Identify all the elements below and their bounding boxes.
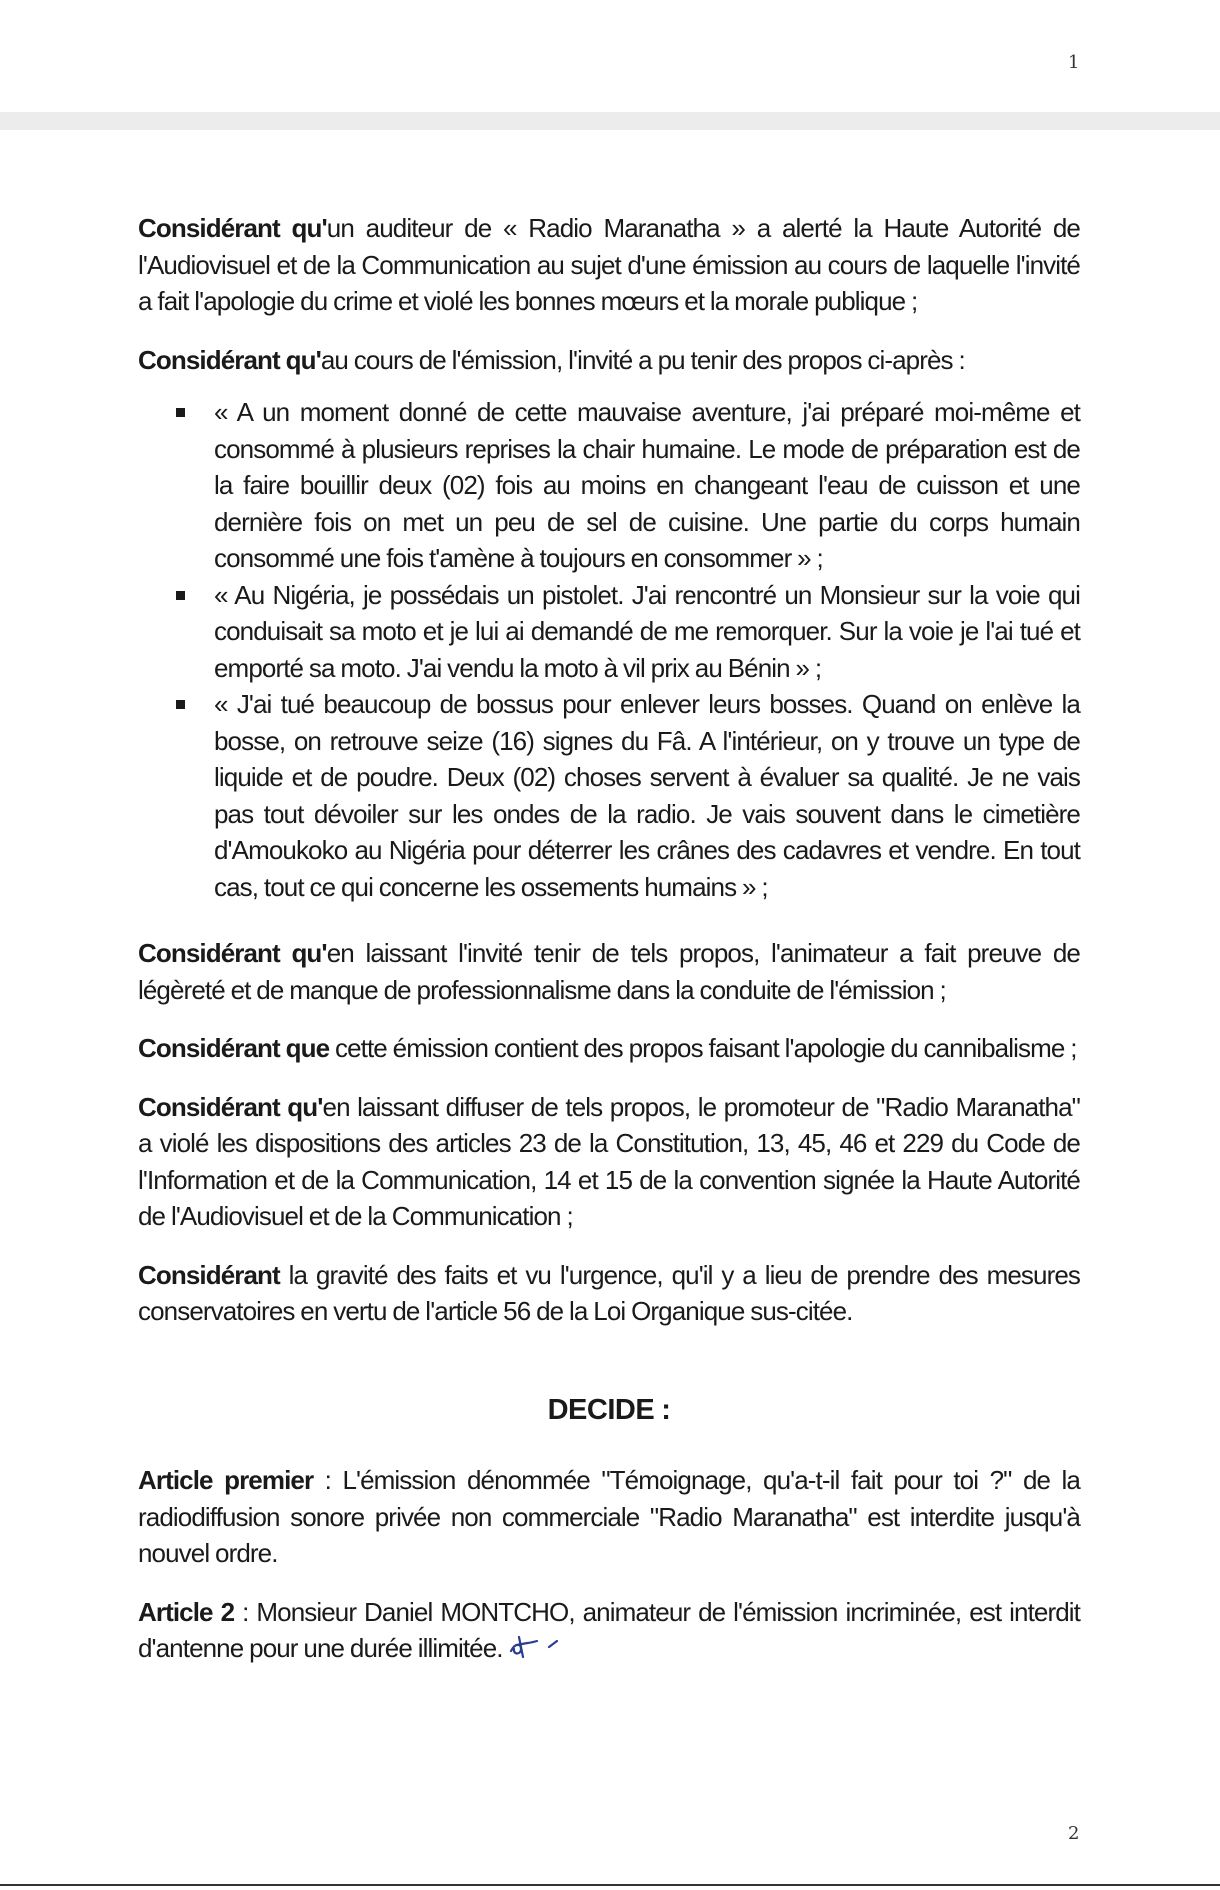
considerant-lead: Considérant: [138, 1259, 280, 1290]
bottom-rule: [0, 1884, 1220, 1886]
quote-text: « A un moment donné de cette mauvaise aventure, j'ai préparé moi-même et consommé à plusieurs reprises la chair humaine. Le mode de préparation est de la faire bouillir deux (02) fois au moins en changeant l'eau de cuisson et une dernière fois on met un peu de sel de cuisine. Une partie du corps humain consommé une fois t'amène à toujours en consommer » ;: [214, 397, 1080, 573]
page-number-top: 1: [1068, 52, 1080, 73]
square-bullet-icon: [176, 408, 185, 417]
square-bullet-icon: [176, 700, 185, 709]
considerant-paragraph: [138, 1257, 1080, 1330]
article-text: : L'émission dénommée "Témoignage, qu'a-t-il fait pour toi ?" de la radiodiffusion sonore privée non commerciale "Radio Maranatha" est interdite jusqu'à nouvel ordre.: [138, 1465, 1080, 1568]
article-lead: Article 2: [138, 1596, 235, 1627]
article-text: : Monsieur Daniel MONTCHO, animateur de l'émission incriminée, est interdit d'antenne pour une durée illimitée.: [138, 1596, 1080, 1663]
considerant-paragraph: [138, 935, 1080, 1008]
considerant-lead: Considérant qu': [138, 1091, 323, 1122]
considerant-text: en laissant l'invité tenir de tels propos, l'animateur a fait preuve de légèreté et de manque de professionnalisme dans la conduite de l'émission ;: [138, 938, 1080, 1005]
decide-heading: DECIDE :: [547, 1393, 671, 1426]
considerant-paragraph: [138, 1089, 1080, 1235]
considerant-paragraph: [138, 342, 1080, 379]
considerant-lead: Considérant qu': [138, 938, 327, 968]
considerant-text: en laissant diffuser de tels propos, le promoteur de "Radio Maranatha" a violé les dispositions des articles 23 de la Constitution, 13, 45, 46 et 229 du Code de l'Information et de la Communication, 14 et 15 de la convention signée la Haute Autorité de l'Audiovisuel et de la Communication ;: [138, 1091, 1080, 1231]
considerant-text: au cours de l'émission, l'invité a pu tenir des propos ci-après :: [320, 344, 965, 375]
considerant-lead: Considérant qu': [138, 213, 327, 243]
quote-item: [138, 686, 1080, 905]
article-paragraph: [138, 1594, 1080, 1669]
considerant-lead: Considérant qu': [138, 344, 321, 375]
square-bullet-icon: [176, 591, 185, 600]
considerant-text: la gravité des faits et vu l'urgence, qu'il y a lieu de prendre des mesures conservatoires en vertu de l'article 56 de la Loi Organique sus-citée.: [138, 1259, 1080, 1326]
considerant-paragraph: [138, 1030, 1080, 1067]
quote-item: [138, 577, 1080, 687]
quotes-list: [138, 394, 1080, 905]
considerant-paragraph: [138, 210, 1080, 320]
considerant-lead: Considérant que: [138, 1033, 330, 1063]
scan-band: [0, 112, 1220, 130]
handwritten-initials-icon: [505, 1631, 563, 1669]
article-lead: Article premier: [138, 1465, 314, 1495]
page-number-bottom: 2: [1068, 1823, 1080, 1844]
considerant-text: cette émission contient des propos faisant l'apologie du cannibalisme ;: [329, 1033, 1077, 1063]
article-paragraph: [138, 1462, 1080, 1572]
document-body: [138, 210, 1080, 1691]
quote-text: « J'ai tué beaucoup de bossus pour enlever leurs bosses. Quand on enlève la bosse, on retrouve seize (16) signes du Fâ. A l'intérieur, on y trouve un type de liquide et de poudre. Deux (02) choses servent à évaluer sa qualité. Je ne vais pas tout dévoiler sur les ondes de la radio. Je vais souvent dans le cimetière d'Amoukoko au Nigéria pour déterrer les crânes des cadavres et vendre. En tout cas, tout ce qui concerne les ossements humains » ;: [214, 689, 1080, 902]
quote-text: « Au Nigéria, je possédais un pistolet. J'ai rencontré un Monsieur sur la voie qui conduisait sa moto et je lui ai demandé de me remorquer. Sur la voie je l'ai tué et emporté sa moto. J'ai vendu la moto à vil prix au Bénin » ;: [214, 579, 1080, 683]
considerant-text: un auditeur de « Radio Maranatha » a alerté la Haute Autorité de l'Audiovisuel et de la Communication au sujet d'une émission au cours de laquelle l'invité a fait l'apologie du crime et violé les bonnes mœurs et la morale publique ;: [138, 213, 1080, 316]
quote-item: [138, 394, 1080, 577]
